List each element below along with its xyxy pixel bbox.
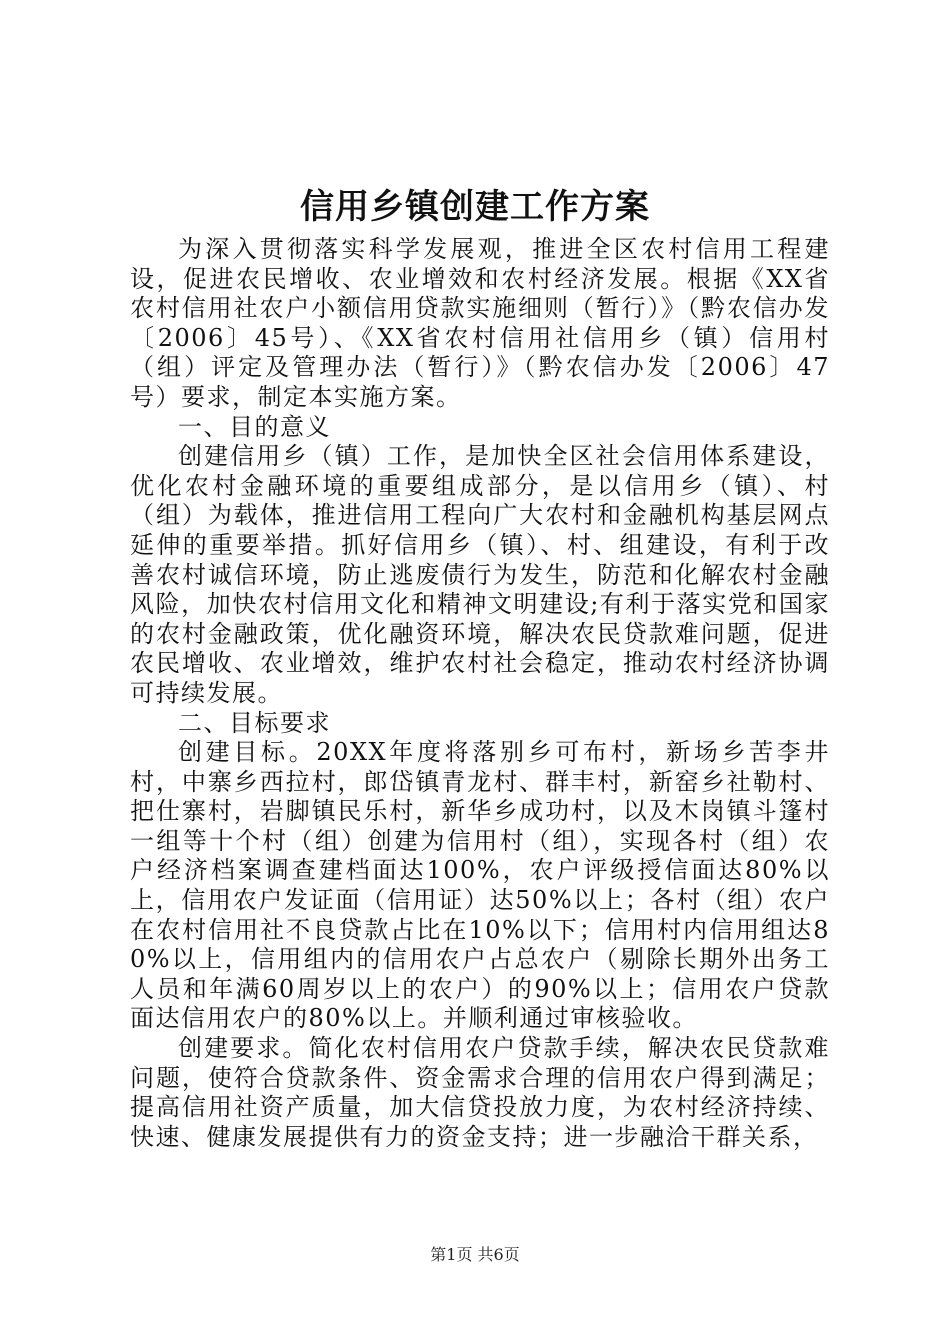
- page-footer: 第1页 共6页: [430, 1245, 520, 1264]
- purpose-paragraph: 创建信用乡（镇）工作，是加快全区社会信用体系建设，优化农村金融环境的重要组成部分，是以信用乡（镇）、村（组）为载体，推进信用工程向广大农村和金融机构基层网点延伸的重要举措。抓好信用乡（镇）、村、组建设，有利于改善农村诚信环境，防止逃废债行为发生，防范和化解农村金融风险，加快农村信用文化和精神文明建设;有利于落实党和国家的农村金融政策，优化融资环境，解决农民贷款难问题，促进农民增收、农业增效，维护农村社会稳定，推动农村经济协调可持续发展。: [130, 442, 830, 707]
- section-heading-goals: 二、目标要求: [178, 708, 331, 737]
- goal-paragraph: 创建目标。20XX年度将落别乡可布村，新场乡苦李井村，中寨乡西拉村，郎岱镇青龙村、群丰村，新窑乡社勒村、把仕寨村，岩脚镇民乐村，新华乡成功村，以及木岗镇斗篷村一组等十个村（组）创建为信用村（组），实现各村（组）农户经济档案调查建档面达100%，农户评级授信面达80%以上，信用农户发证面（信用证）达50%以上；各村（组）农户在农村信用社不良贷款占比在10%以下；信用村内信用组达80%以上，信用组内的信用农户占总农户（剔除长期外出务工人员和年满60周岁以上的农户）的90%以上；信用农户贷款面达信用农户的80%以上。并顺利通过审核验收。: [130, 738, 830, 1033]
- requirement-paragraph: 创建要求。简化农村信用农户贷款手续，解决农民贷款难问题，使符合贷款条件、资金需求合理的信用农户得到满足；提高信用社资产质量，加大信贷投放力度，为农村经济持续、快速、健康发展提供有力的资金支持；进一步融洽干群关系，: [130, 1034, 830, 1151]
- document-title: 信用乡镇创建工作方案: [300, 187, 650, 227]
- document-body: [130, 235, 830, 1152]
- intro-paragraph: 为深入贯彻落实科学发展观，推进全区农村信用工程建设，促进农民增收、农业增效和农村经济发展。根据《XX省农村信用社农户小额信用贷款实施细则（暂行）》（黔农信办发〔2006〕45号）、《XX省农村信用社信用乡（镇）信用村（组）评定及管理办法（暂行）》（黔农信办发〔2006〕47号）要求，制定本实施方案。: [130, 235, 830, 411]
- section-heading-purpose: 一、目的意义: [178, 412, 331, 441]
